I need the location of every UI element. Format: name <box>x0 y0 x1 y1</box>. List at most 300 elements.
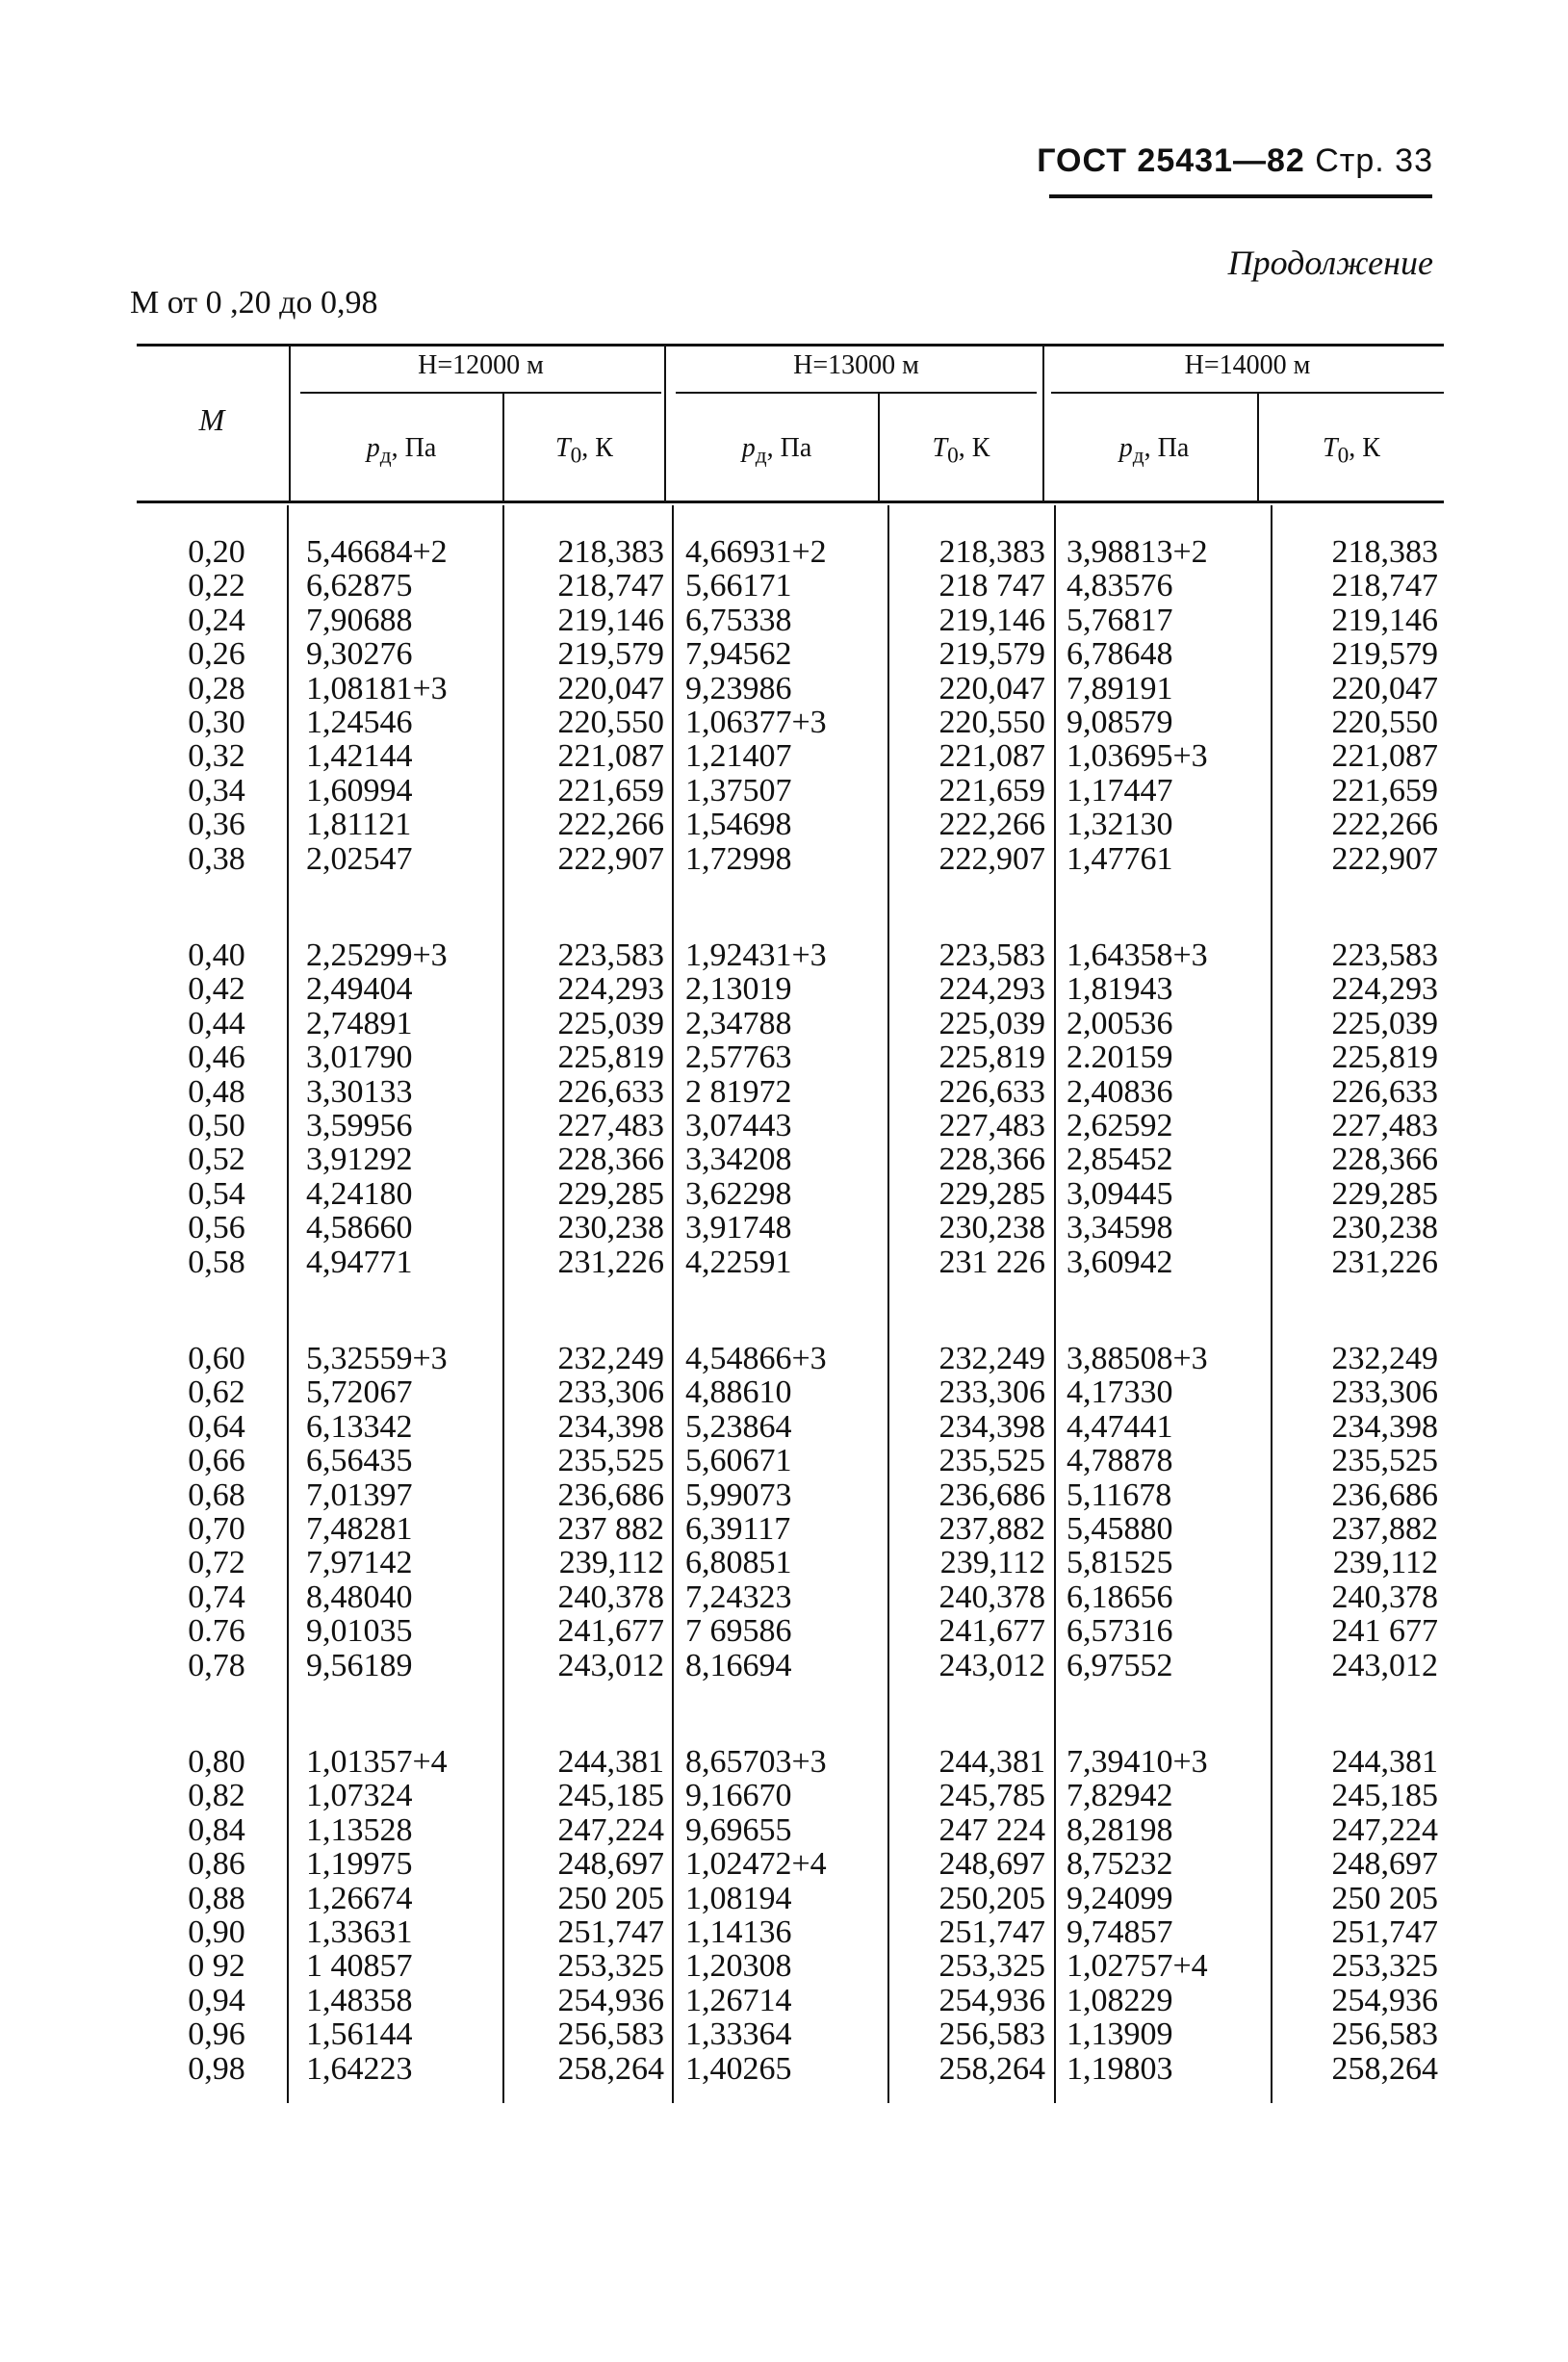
t0-header-2 <box>880 433 1042 470</box>
pd-13000-value: 1,54698 <box>685 807 792 843</box>
t0-13000-value: 224,293 <box>938 971 1045 1008</box>
group-rule-1 <box>300 392 661 394</box>
pd-14000-value: 4,47441 <box>1067 1408 1173 1445</box>
t0-13000-column <box>891 1745 1045 2086</box>
header-vline-1 <box>289 347 291 502</box>
pd-14000-value: 1,81943 <box>1067 971 1173 1008</box>
pd-14000-value: 1,32130 <box>1067 807 1173 843</box>
t0-12000-value: 228,366 <box>557 1142 664 1178</box>
t0-13000-value: 228,366 <box>938 1142 1045 1178</box>
t0-12000-value: 245,185 <box>557 1778 664 1814</box>
t0-14000-value: 226,633 <box>1331 1073 1438 1110</box>
t0-13000-value: 253,325 <box>938 1948 1045 1985</box>
pd-12000-value: 2,25299+3 <box>306 937 448 973</box>
pd-12000-column <box>306 535 499 876</box>
pd-13000-value: 2 81972 <box>685 1073 792 1110</box>
pd-12000-column <box>306 938 499 1279</box>
pd-14000-value: 2,85452 <box>1067 1142 1173 1178</box>
pd-12000-value: 1,08181+3 <box>306 670 448 706</box>
t0-13000-value: 231 226 <box>938 1244 1045 1280</box>
pd-12000-value: 5,32559+3 <box>306 1341 448 1376</box>
t0-12000-value: 251,747 <box>557 1913 664 1950</box>
pd-12000-value: 3,01790 <box>306 1040 413 1076</box>
mach-value: 0,82 <box>188 1778 245 1814</box>
t0-14000-value: 222,907 <box>1331 840 1438 877</box>
t0-14000-value: 236,686 <box>1331 1476 1438 1513</box>
pd-14000-value: 1,02757+4 <box>1067 1948 1208 1985</box>
mach-value: 0,58 <box>188 1244 245 1280</box>
pd-14000-column <box>1067 938 1267 1279</box>
t0-12000-value: 220,047 <box>557 670 664 706</box>
t0-13000-value: 250,205 <box>938 1880 1045 1916</box>
pd-14000-column <box>1067 1745 1267 2086</box>
t0-13000-value: 220,047 <box>938 670 1045 706</box>
pd-14000-value: 6,18656 <box>1067 1579 1173 1615</box>
mach-value: 0,26 <box>188 636 245 673</box>
body-vline-1 <box>287 505 289 2103</box>
pd-12000-value: 5,46684+2 <box>306 534 448 570</box>
pd-13000-value: 4,66931+2 <box>685 534 827 570</box>
t0-12000-value: 234,398 <box>557 1408 664 1445</box>
pd-13000-value: 1,20308 <box>685 1948 792 1985</box>
t0-12000-value: 219,146 <box>557 602 664 638</box>
t0-13000-value: 222,907 <box>938 840 1045 877</box>
t0-14000-value: 244,381 <box>1331 1744 1438 1780</box>
continuation-label: Продолжение <box>1227 244 1433 282</box>
t0-13000-value: 256,583 <box>938 2016 1045 2053</box>
t0-14000-value: 218,747 <box>1331 568 1438 604</box>
t0-14000-value: 228,366 <box>1331 1142 1438 1178</box>
pd-14000-value: 4,17330 <box>1067 1374 1173 1411</box>
mach-value: 0,86 <box>188 1846 245 1883</box>
standard-code: ГОСТ 25431—82 <box>1037 142 1305 179</box>
t0-14000-value: 256,583 <box>1331 2016 1438 2053</box>
t0-12000-column <box>506 535 664 876</box>
pd-14000-column <box>1067 535 1267 876</box>
mach-value: 0,72 <box>188 1545 245 1581</box>
pd-14000-value: 7,82942 <box>1067 1778 1173 1814</box>
pd-14000-value: 1,13909 <box>1067 2016 1173 2053</box>
t0-13000-value: 226,633 <box>938 1073 1045 1110</box>
pd-12000-value: 2,74891 <box>306 1005 413 1041</box>
t0-13000-value: 229,285 <box>938 1175 1045 1212</box>
t0-14000-value: 248,697 <box>1331 1846 1438 1883</box>
pd-12000-value: 9,01035 <box>306 1613 413 1650</box>
t0-14000-value: 221,087 <box>1331 738 1438 775</box>
t0-header-3 <box>1259 433 1444 470</box>
standard-header <box>1037 142 1433 180</box>
pd-symbol: p <box>1118 433 1133 463</box>
t0-12000-value: 237 882 <box>557 1510 664 1547</box>
pd-14000-value: 9,24099 <box>1067 1880 1173 1916</box>
mach-value: 0,24 <box>188 602 245 638</box>
mach-value: 0,74 <box>188 1579 245 1615</box>
pd-13000-value: 3,07443 <box>685 1107 792 1143</box>
t0-14000-value: 239,112 <box>1332 1545 1438 1581</box>
t0-12000-value: 223,583 <box>557 937 664 973</box>
mach-value: 0,68 <box>188 1476 245 1513</box>
t0-12000-value: 250 205 <box>557 1880 664 1916</box>
t0-12000-value: 247,224 <box>557 1811 664 1848</box>
body-vline-5 <box>1054 505 1056 2103</box>
pd-12000-value: 7,97142 <box>306 1545 413 1581</box>
t0-13000-value: 232,249 <box>938 1341 1045 1376</box>
pd-unit: , Па <box>1144 433 1190 463</box>
t0-13000-value: 244,381 <box>938 1744 1045 1780</box>
pd-13000-value: 6,39117 <box>685 1510 791 1547</box>
t0-14000-column <box>1276 1745 1438 2086</box>
header-rule <box>1049 194 1432 198</box>
pd-12000-column <box>306 1342 499 1682</box>
pd-13000-value: 1,40265 <box>685 2050 792 2087</box>
pd-14000-value: 2,40836 <box>1067 1073 1173 1110</box>
group-rule-3 <box>1051 392 1444 394</box>
pd-13000-value: 5,60671 <box>685 1443 792 1479</box>
pd-header-3 <box>1051 433 1257 470</box>
pd-13000-value: 8,65703+3 <box>685 1744 827 1780</box>
t0-14000-value: 247,224 <box>1331 1811 1438 1848</box>
pd-13000-value: 9,16670 <box>685 1778 792 1814</box>
t0-13000-value: 248,697 <box>938 1846 1045 1883</box>
header-vline-5 <box>1042 347 1044 502</box>
pd-12000-value: 6,56435 <box>306 1443 413 1479</box>
pd-13000-value: 5,99073 <box>685 1476 792 1513</box>
pd-13000-value: 1,08194 <box>685 1880 792 1916</box>
pd-unit: , Па <box>391 433 437 463</box>
mach-value: 0.76 <box>188 1613 245 1650</box>
group-rule-2 <box>676 392 1037 394</box>
mach-value: 0,94 <box>188 1982 245 2018</box>
t0-12000-value: 248,697 <box>557 1846 664 1883</box>
pd-14000-value: 1,03695+3 <box>1067 738 1208 775</box>
pd-12000-value: 1,48358 <box>306 1982 413 2018</box>
pd-14000-value: 2,62592 <box>1067 1107 1173 1143</box>
pd-12000-value: 4,94771 <box>306 1244 413 1280</box>
pd-13000-value: 1,06377+3 <box>685 704 827 740</box>
pd-14000-value: 1,19803 <box>1067 2050 1173 2087</box>
pd-14000-value: 8,28198 <box>1067 1811 1173 1848</box>
t0-14000-value: 258,264 <box>1331 2050 1438 2087</box>
t0-12000-value: 220,550 <box>557 704 664 740</box>
pd-13000-value: 9,69655 <box>685 1811 792 1848</box>
t0-subscript: 0 <box>570 443 582 469</box>
t0-13000-value: 247 224 <box>938 1811 1045 1848</box>
t0-12000-value: 218,747 <box>557 568 664 604</box>
pd-13000-value: 1,21407 <box>685 738 792 775</box>
t0-13000-value: 221,659 <box>938 772 1045 809</box>
pd-12000-value: 1,33631 <box>306 1913 413 1950</box>
pd-12000-value: 1 40857 <box>306 1948 413 1985</box>
mach-value: 0,44 <box>188 1005 245 1041</box>
pd-13000-column <box>685 535 883 876</box>
pd-12000-value: 4,58660 <box>306 1210 413 1246</box>
t0-14000-value: 234,398 <box>1331 1408 1438 1445</box>
t0-14000-value: 219,579 <box>1331 636 1438 673</box>
t0-12000-value: 240,378 <box>557 1579 664 1615</box>
mach-value: 0,60 <box>188 1341 245 1376</box>
t0-12000-value: 239,112 <box>558 1545 664 1581</box>
t0-unit: , К <box>1349 433 1380 463</box>
pd-12000-value: 3,91292 <box>306 1142 413 1178</box>
mach-value: 0,84 <box>188 1811 245 1848</box>
t0-13000-column <box>891 938 1045 1279</box>
pd-13000-value: 4,88610 <box>685 1374 792 1411</box>
pd-14000-value: 5,76817 <box>1067 602 1173 638</box>
pd-subscript: д <box>755 443 767 469</box>
t0-14000-value: 254,936 <box>1331 1982 1438 2018</box>
pd-14000-value: 5,81525 <box>1067 1545 1173 1581</box>
t0-13000-value: 251,747 <box>938 1913 1045 1950</box>
altitude-header-13000: H=13000 м <box>793 350 919 380</box>
body-vline-2 <box>502 505 504 2103</box>
pd-14000-value: 7,39410+3 <box>1067 1744 1208 1780</box>
t0-14000-value: 225,819 <box>1331 1040 1438 1076</box>
pd-14000-value: 2.20159 <box>1067 1040 1173 1076</box>
t0-symbol: T <box>555 433 571 463</box>
pd-13000-value: 2,13019 <box>685 971 792 1008</box>
t0-13000-value: 254,936 <box>938 1982 1045 2018</box>
t0-14000-value: 240,378 <box>1331 1579 1438 1615</box>
t0-14000-value: 220,047 <box>1331 670 1438 706</box>
mach-value: 0,36 <box>188 807 245 843</box>
pd-14000-value: 4,78878 <box>1067 1443 1173 1479</box>
t0-12000-value: 232,249 <box>557 1341 664 1376</box>
mach-column <box>154 1745 279 2086</box>
pd-13000-value: 7,24323 <box>685 1579 792 1615</box>
pd-12000-value: 6,62875 <box>306 568 413 604</box>
t0-13000-value: 218,383 <box>938 534 1045 570</box>
mach-column <box>154 535 279 876</box>
pd-12000-value: 1,07324 <box>306 1778 413 1814</box>
pd-subscript: д <box>379 443 392 469</box>
t0-12000-value: 227,483 <box>557 1107 664 1143</box>
t0-13000-value: 234,398 <box>938 1408 1045 1445</box>
pd-12000-column <box>306 1745 499 2086</box>
pd-13000-value: 7,94562 <box>685 636 792 673</box>
t0-14000-value: 235,525 <box>1331 1443 1438 1479</box>
pd-12000-value: 8,48040 <box>306 1579 413 1615</box>
pd-14000-value: 5,45880 <box>1067 1510 1173 1547</box>
pd-14000-value: 3,09445 <box>1067 1175 1173 1212</box>
pd-12000-value: 7,90688 <box>306 602 413 638</box>
pd-unit: , Па <box>766 433 812 463</box>
pd-14000-value: 5,11678 <box>1067 1476 1172 1513</box>
t0-14000-column <box>1276 938 1438 1279</box>
t0-14000-value: 251,747 <box>1331 1913 1438 1950</box>
pd-14000-value: 9,08579 <box>1067 704 1173 740</box>
body-vline-6 <box>1271 505 1272 2103</box>
t0-14000-value: 233,306 <box>1331 1374 1438 1411</box>
t0-14000-value: 225,039 <box>1331 1005 1438 1041</box>
pd-14000-value: 1,47761 <box>1067 840 1173 877</box>
t0-13000-value: 223,583 <box>938 937 1045 973</box>
t0-13000-value: 239,112 <box>939 1545 1045 1581</box>
pd-13000-value: 1,72998 <box>685 840 792 877</box>
t0-13000-value: 240,378 <box>938 1579 1045 1615</box>
t0-header-1 <box>504 433 664 470</box>
pd-12000-value: 1,81121 <box>306 807 412 843</box>
mach-value: 0,70 <box>188 1510 245 1547</box>
pd-13000-column <box>685 1342 883 1682</box>
pd-symbol: p <box>366 433 380 463</box>
pd-12000-value: 3,30133 <box>306 1073 413 1110</box>
t0-12000-value: 253,325 <box>557 1948 664 1985</box>
mach-value: 0 92 <box>188 1948 245 1985</box>
t0-symbol: T <box>932 433 948 463</box>
t0-14000-value: 232,249 <box>1331 1341 1438 1376</box>
t0-14000-value: 243,012 <box>1331 1647 1438 1683</box>
t0-14000-value: 231,226 <box>1331 1244 1438 1280</box>
pd-13000-value: 1,33364 <box>685 2016 792 2053</box>
pd-14000-value: 4,83576 <box>1067 568 1173 604</box>
pd-12000-value: 4,24180 <box>306 1175 413 1212</box>
mach-value: 0,78 <box>188 1647 245 1683</box>
t0-13000-value: 222,266 <box>938 807 1045 843</box>
t0-13000-value: 219,579 <box>938 636 1045 673</box>
altitude-header-12000: H=12000 м <box>418 350 544 380</box>
t0-14000-column <box>1276 535 1438 876</box>
pd-12000-value: 3,59956 <box>306 1107 413 1143</box>
pd-12000-value: 1,19975 <box>306 1846 413 1883</box>
t0-12000-value: 224,293 <box>557 971 664 1008</box>
t0-12000-column <box>506 1745 664 2086</box>
mach-value: 0,20 <box>188 534 245 570</box>
pd-13000-value: 1,37507 <box>685 772 792 809</box>
page-number: Стр. 33 <box>1315 142 1433 179</box>
mach-value: 0,32 <box>188 738 245 775</box>
pd-12000-value: 7,48281 <box>306 1510 413 1547</box>
pd-12000-value: 2,02547 <box>306 840 413 877</box>
pd-13000-value: 6,80851 <box>685 1545 792 1581</box>
t0-13000-column <box>891 535 1045 876</box>
mach-value: 0,66 <box>188 1443 245 1479</box>
t0-symbol: T <box>1323 433 1338 463</box>
t0-14000-value: 227,483 <box>1331 1107 1438 1143</box>
pd-13000-value: 4,22591 <box>685 1244 792 1280</box>
pd-13000-value: 4,54866+3 <box>685 1341 827 1376</box>
t0-12000-value: 221,659 <box>557 772 664 809</box>
pd-symbol: p <box>741 433 756 463</box>
mach-value: 0,90 <box>188 1913 245 1950</box>
pd-12000-value: 9,30276 <box>306 636 413 673</box>
t0-14000-value: 245,185 <box>1331 1778 1438 1814</box>
pd-12000-value: 9,56189 <box>306 1647 413 1683</box>
mach-value: 0,80 <box>188 1744 245 1780</box>
pd-12000-value: 6,13342 <box>306 1408 413 1445</box>
t0-14000-value: 223,583 <box>1331 937 1438 973</box>
pd-14000-value: 3,88508+3 <box>1067 1341 1208 1376</box>
pd-14000-value: 9,74857 <box>1067 1913 1173 1950</box>
t0-14000-value: 219,146 <box>1331 602 1438 638</box>
mach-value: 0,40 <box>188 937 245 973</box>
pd-14000-value: 3,98813+2 <box>1067 534 1208 570</box>
mach-column <box>154 1342 279 1682</box>
table-top-rule <box>137 344 1444 347</box>
pd-13000-value: 3,34208 <box>685 1142 792 1178</box>
mach-value: 0,28 <box>188 670 245 706</box>
t0-14000-column <box>1276 1342 1438 1682</box>
t0-13000-value: 236,686 <box>938 1476 1045 1513</box>
t0-13000-value: 220,550 <box>938 704 1045 740</box>
pd-13000-value: 2,34788 <box>685 1005 792 1041</box>
pd-12000-value: 1,42144 <box>306 738 413 775</box>
t0-13000-column <box>891 1342 1045 1682</box>
pd-14000-value: 1,08229 <box>1067 1982 1173 2018</box>
pd-13000-value: 5,66171 <box>685 568 792 604</box>
mach-value: 0,38 <box>188 840 245 877</box>
mach-value: 0,56 <box>188 1210 245 1246</box>
pd-13000-value: 3,91748 <box>685 1210 792 1246</box>
pd-12000-value: 7,01397 <box>306 1476 413 1513</box>
pd-14000-column <box>1067 1342 1267 1682</box>
t0-13000-value: 225,039 <box>938 1005 1045 1041</box>
t0-12000-value: 221,087 <box>557 738 664 775</box>
t0-12000-value: 241,677 <box>557 1613 664 1650</box>
pd-header-2 <box>676 433 878 470</box>
t0-14000-value: 229,285 <box>1331 1175 1438 1212</box>
pd-13000-value: 3,62298 <box>685 1175 792 1212</box>
pd-14000-value: 1,64358+3 <box>1067 937 1208 973</box>
pd-12000-value: 1,01357+4 <box>306 1744 448 1780</box>
pd-14000-value: 8,75232 <box>1067 1846 1173 1883</box>
t0-12000-value: 244,381 <box>557 1744 664 1780</box>
mach-value: 0,30 <box>188 704 245 740</box>
t0-12000-column <box>506 1342 664 1682</box>
pd-12000-value: 1,56144 <box>306 2016 413 2053</box>
t0-12000-value: 226,633 <box>557 1073 664 1110</box>
mach-value: 0,52 <box>188 1142 245 1178</box>
t0-13000-value: 218 747 <box>938 568 1045 604</box>
pd-13000-column <box>685 938 883 1279</box>
mach-value: 0,88 <box>188 1880 245 1916</box>
pd-13000-value: 2,57763 <box>685 1040 792 1076</box>
mach-value: 0,62 <box>188 1374 245 1411</box>
t0-12000-value: 225,039 <box>557 1005 664 1041</box>
t0-12000-value: 229,285 <box>557 1175 664 1212</box>
pd-13000-value: 1,02472+4 <box>685 1846 827 1883</box>
pd-14000-value: 2,00536 <box>1067 1005 1173 1041</box>
t0-13000-value: 237,882 <box>938 1510 1045 1547</box>
pd-12000-value: 5,72067 <box>306 1374 413 1411</box>
t0-13000-value: 230,238 <box>938 1210 1045 1246</box>
t0-13000-value: 219,146 <box>938 602 1045 638</box>
pd-13000-value: 7 69586 <box>685 1613 792 1650</box>
t0-14000-value: 221,659 <box>1331 772 1438 809</box>
t0-12000-value: 222,907 <box>557 840 664 877</box>
t0-13000-value: 221,087 <box>938 738 1045 775</box>
t0-12000-value: 233,306 <box>557 1374 664 1411</box>
t0-12000-value: 254,936 <box>557 1982 664 2018</box>
pd-14000-value: 1,17447 <box>1067 772 1173 809</box>
pd-12000-value: 1,64223 <box>306 2050 413 2087</box>
t0-unit: , К <box>581 433 613 463</box>
pd-14000-value: 6,57316 <box>1067 1613 1173 1650</box>
t0-13000-value: 241,677 <box>938 1613 1045 1650</box>
pd-13000-value: 8,16694 <box>685 1647 792 1683</box>
mach-value: 0,64 <box>188 1408 245 1445</box>
t0-13000-value: 227,483 <box>938 1107 1045 1143</box>
pd-12000-value: 1,60994 <box>306 772 413 809</box>
pd-subscript: д <box>1132 443 1144 469</box>
mach-value: 0,50 <box>188 1107 245 1143</box>
t0-12000-value: 231,226 <box>557 1244 664 1280</box>
pd-14000-value: 6,97552 <box>1067 1647 1173 1683</box>
body-vline-4 <box>887 505 889 2103</box>
t0-14000-value: 237,882 <box>1331 1510 1438 1547</box>
mach-value: 0,46 <box>188 1040 245 1076</box>
t0-13000-value: 258,264 <box>938 2050 1045 2087</box>
t0-13000-value: 225,819 <box>938 1040 1045 1076</box>
